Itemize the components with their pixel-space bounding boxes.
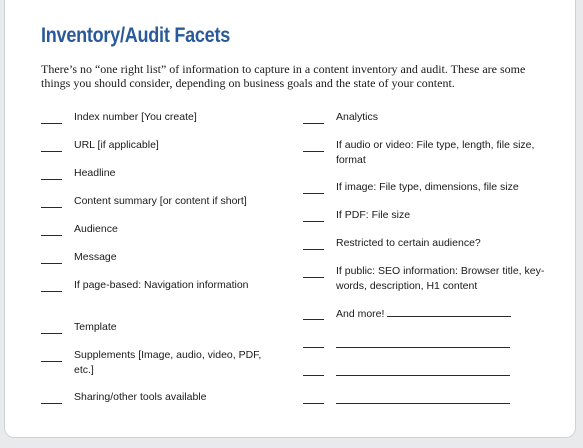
item-label: Audience — [74, 223, 118, 235]
blank-line — [41, 123, 62, 124]
item-label: If image: File type, dimensions, file size — [336, 181, 519, 193]
blank-line — [41, 263, 62, 264]
blank-line — [303, 193, 324, 194]
blank-line — [41, 179, 62, 180]
blank-line — [303, 277, 324, 278]
page-title: Inventory/Audit Facets — [41, 24, 231, 47]
and-more-label: And more! — [336, 308, 385, 320]
blank-line — [41, 291, 62, 292]
item-label: Restricted to certain audience? — [336, 237, 481, 249]
blank-line — [303, 403, 324, 404]
blank-line — [41, 333, 62, 334]
blank-line — [303, 151, 324, 152]
item-label: If PDF: File size — [336, 209, 411, 221]
blank-line — [41, 151, 62, 152]
blank-line — [303, 123, 324, 124]
write-in-line — [387, 306, 511, 317]
blank-line — [41, 207, 62, 208]
blank-line — [41, 235, 62, 236]
blank-line — [303, 249, 324, 250]
intro-text: There’s no “one right list” of information to capture in a content inventory and audit. These are some things you should consider, depending on business goals and the state of your content. — [41, 62, 526, 90]
blank-line — [303, 319, 324, 320]
blank-line — [41, 361, 62, 362]
write-in-line — [336, 403, 510, 404]
item-label: Template — [74, 321, 117, 333]
blank-line — [41, 403, 62, 404]
item-label: URL [if applicable] — [74, 139, 159, 151]
blank-line — [303, 221, 324, 222]
item-label — [336, 306, 551, 322]
item-label: If public: SEO information: Browser title, key-words, description, H1 content — [336, 265, 545, 292]
item-label: Analytics — [336, 111, 379, 123]
item-label: If page-based: Navigation information — [74, 279, 249, 291]
item-label: Index number [You create] — [74, 111, 197, 123]
item-label: If audio or video: File type, length, file size, format — [336, 139, 535, 166]
item-label: Sharing/other tools available — [74, 391, 207, 403]
item-label: Headline — [74, 167, 116, 179]
blank-line — [303, 375, 324, 376]
write-in-line — [336, 375, 510, 376]
blank-line — [303, 347, 324, 348]
item-label: Message — [74, 251, 117, 263]
facets-card — [4, 0, 576, 438]
item-label: Content summary [or content if short] — [74, 195, 247, 207]
write-in-line — [336, 347, 510, 348]
item-label: Supplements [Image, audio, video, PDF, etc.] — [74, 349, 262, 376]
